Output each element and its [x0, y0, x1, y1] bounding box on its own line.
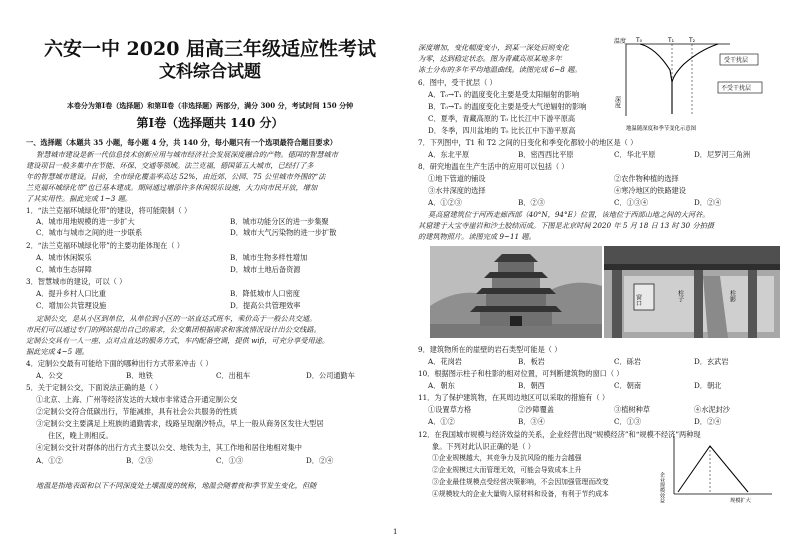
- q1-option-a: A．城市用地规模的进一步扩大: [36, 217, 135, 226]
- q11-option-a: A．①②: [428, 417, 455, 426]
- question-1: 1．“法兰克福环城绿化带”的建设，将可能限制（ ）: [26, 206, 192, 215]
- passage-1-line: 兰克福环城绿化带”也已基本建成。期间通过增添许多休闲娱乐设施，大力向市民开放，增加: [26, 183, 318, 192]
- question-9: 9．建筑物所在的崖壁的岩石类型可能是（ ）: [418, 345, 562, 354]
- exam-title: 六安一中 2020 届高三年级适应性考试: [43, 38, 377, 60]
- q10-option-c: C．朝南: [614, 381, 642, 390]
- passage-3-line: 地温是指地表面和以下不同深度处土壤温度的统称，地温会随着夜和季节发生变化，但随: [36, 481, 317, 490]
- temp-axis-label: 温度: [614, 38, 627, 45]
- q4-option-d: D．公司通勤车: [306, 371, 355, 380]
- q11-statement-3: ③植树种草: [614, 405, 650, 414]
- ground-temperature-curve-2: [672, 44, 718, 82]
- question-12-cont: 象。下列对此认识正确的是（ ）: [432, 442, 535, 451]
- q8-statement-2: ②农作物种植的选择: [614, 174, 679, 183]
- q11-option-b: B．③④: [518, 417, 545, 426]
- q5-statement-2: ②定制公交符合低碳出行，节能减排，具有社会公共服务的性质: [36, 407, 238, 416]
- q5-option-d: D．②④: [306, 456, 334, 465]
- passage-2-line: 定制公交，是从小区到单位，从单位到小区的一站直达式班车，乘价高于一般公共交通。: [36, 314, 317, 323]
- page-number: 1: [393, 528, 398, 536]
- shadow-label: 柱影: [728, 290, 736, 302]
- q6-option-c: C．夏季，青藏高原的 T₀ 比长江中下游平原高: [428, 114, 576, 123]
- column-3: [748, 270, 757, 338]
- question-11: 11．为了保护建筑物，在其周边地区可以采取的措施有（ ）: [418, 393, 610, 402]
- q6-option-a: A．T₀→T₁ 的温度变化主要是受太阳辐射的影响: [428, 90, 580, 99]
- passage-3-cont: 深度增加，变化幅度变小，到某一深处后则变化: [418, 43, 569, 52]
- q2-option-b: B．城市生物多样性增加: [230, 253, 308, 262]
- question-8: 8．研究地温在生产生活中的应用可以包括（ ）: [418, 162, 569, 171]
- column-1: [612, 270, 622, 338]
- q1-option-c: C．城市与城市之间的进一步联系: [36, 228, 143, 237]
- columns-shadow-photo: [604, 246, 780, 338]
- passage-4-line: 莫高窟建筑位于河西走廊西部（40°N，94°E）位置，该地位于西部山地之间的大河谷。: [428, 210, 710, 219]
- q8-statement-1: ①地下管道的铺设: [428, 174, 486, 183]
- question-2: 2．“法兰克福环城绿化带”的主要功能体现在（ ）: [26, 241, 184, 250]
- q9-option-d: D．玄武岩: [694, 357, 729, 366]
- q1-option-d: D．城市大气污染物的进一步扩散: [230, 228, 337, 237]
- q8-option-c: C．①③④: [614, 198, 649, 207]
- t1-label: T₁: [668, 37, 675, 44]
- q3-option-c: C．增加公共管理设施: [36, 301, 107, 310]
- figure-1-caption: 地温随深度和季节变化示意图: [626, 126, 697, 132]
- q11-statement-4: ④水泥封沙: [694, 405, 730, 414]
- mogao-building-photo: [430, 246, 602, 338]
- passage-1-line: 年的智慧城市建设。目前，全市绿化覆盖率高达 52%，由近郊、公园、75 公里城市外围的“法: [26, 172, 326, 181]
- passage-4-line: 的建筑物照片。读图完成 9~11 题。: [418, 232, 536, 241]
- question-10: 10．根据图示柱子和柱影的相对位置，可判断建筑物的窗口（ ）: [418, 369, 624, 378]
- ground: [430, 324, 602, 338]
- passage-2-line: 定制公交具有一人一座、点对点直达的服务方式，车内配备空调，提供 wifi，可充分享受用途。: [26, 336, 330, 345]
- eave-roof: [604, 246, 780, 264]
- q3-option-a: A．提升乡村人口比重: [36, 289, 106, 298]
- q5-statement-1: ①北京、上海、广州等经济发达的大城市非常适合开通定制公交: [36, 395, 238, 404]
- question-6: 6．图中，受干扰层（ ）: [418, 78, 497, 87]
- q7-option-a: A．东北平原: [428, 150, 470, 159]
- passage-2-line: 据此完成 4~5 题。: [26, 347, 89, 356]
- q11-option-d: D．②④: [694, 417, 722, 426]
- scale-benefit-figure: [660, 432, 780, 504]
- y-axis-label: 企业规模效益: [659, 472, 665, 504]
- t0-label: T₀: [636, 37, 643, 44]
- x-axis-label: 规模扩大: [730, 498, 751, 504]
- q10-option-b: B．朝西: [518, 381, 545, 390]
- q2-option-c: C．城市生态屏障: [36, 265, 92, 274]
- q5-statement-3-cont: 住区，晚上则相反。: [48, 431, 113, 440]
- q5-option-a: A．①②: [36, 456, 63, 465]
- q11-statement-2: ②沙障覆盖: [518, 405, 554, 414]
- q4-option-a: A．公交: [36, 371, 63, 380]
- benefit-curve: [678, 446, 748, 492]
- question-3: 3．智慧城市的建设，可以（ ）: [26, 277, 127, 286]
- q8-option-d: D．②④: [694, 198, 722, 207]
- q6-option-d: D．冬季，四川盆地的 T₀ 比长江中下游平原高: [428, 126, 576, 135]
- q3-option-b: B．降低城市人口密度: [230, 289, 300, 298]
- q8-statement-3: ③水井深度的选择: [428, 186, 486, 195]
- passage-1-line: 了其实用性。据此完成 1~3 题。: [26, 194, 132, 203]
- q3-option-d: D．提高公共管理效率: [230, 301, 301, 310]
- q12-statement-3: ③企业最佳规模点受经营决策影响，不会因加强管理而改变: [432, 478, 609, 486]
- exam-subtitle: 文科综合试题: [159, 62, 261, 82]
- q6-option-b: B．T₀→T₂ 的温度变化主要是受大气逆辐射的影响: [428, 102, 587, 111]
- q11-option-c: C．①③: [614, 417, 642, 426]
- passage-2-line: 市民们可以通过专门的网站提出自己的需求，公交集团根据需求和客流情况设计出公交线路。: [26, 325, 321, 334]
- section-heading: 一、选择题（本题共 35 小题，每小题 4 分，共 140 分，每小题只有一个选项最符合题目要求）: [26, 138, 337, 147]
- column-2: [694, 270, 703, 338]
- q5-option-c: C．①③: [216, 456, 244, 465]
- q8-option-b: B．②③: [518, 198, 545, 207]
- window-label: 窗口: [634, 294, 642, 306]
- passage-3-cont: 为零，达到稳定状态。图为青藏高原某地多年: [418, 54, 562, 63]
- column-label: 柱子: [676, 290, 684, 302]
- q12-statement-4: ④规模较大的企业大量购入原材料和设备，有利于节约成本: [432, 490, 609, 498]
- question-5: 5．关于定制公交，下面说法正确的是（ ）: [26, 383, 163, 392]
- q7-option-b: B．密西西比平原: [518, 150, 574, 159]
- q11-statement-1: ①设置草方格: [428, 405, 472, 414]
- q7-option-c: C．华北平原: [614, 150, 656, 159]
- undisturbed-layer-label: 不受干扰层: [721, 85, 752, 92]
- disturbed-layer-label: 受干扰层: [724, 57, 749, 64]
- q9-option-c: C．砾岩: [614, 357, 642, 366]
- question-4: 4．定制公交最有可能给下面的哪种出行方式带来冲击（ ）: [26, 359, 213, 368]
- ground-temperature-curve-1: [640, 44, 672, 114]
- q5-statement-3: ③定制公交主要满足上班族的通勤需求，线路呈现潮汐特点，早上一般从商务区发往大型居: [36, 419, 324, 428]
- passage-1-line: 建设项目一般多集中在节能、环保、交通等领域。法兰克福，德国第五大城市，已经打了多: [26, 161, 314, 170]
- q9-option-b: B．板岩: [518, 357, 545, 366]
- part-heading: 第Ⅰ卷（选择题共 140 分）: [136, 116, 284, 130]
- q9-option-a: A．花岗岩: [428, 357, 462, 366]
- q2-option-d: D．城市土地后备资源: [230, 265, 301, 274]
- ground-temperature-figure: [612, 34, 782, 134]
- exam-note: 本卷分为第Ⅰ卷（选择题）和第Ⅱ卷（非选择题）两部分，满分 300 分，考试时间 150 分钟: [66, 101, 354, 110]
- q10-option-d: D．朝北: [694, 381, 722, 390]
- q1-option-b: B．城市功能分区的进一步集聚: [230, 217, 329, 226]
- depth-axis-label: 深度: [613, 96, 621, 108]
- q5-statement-4: ④定制公交针对群体的出行方式主要以公交、地铁为主，其工作地和居住地相对集中: [36, 443, 302, 452]
- q7-option-d: D．尼罗河三角洲: [694, 150, 751, 159]
- eave-beam: [604, 264, 780, 270]
- q4-option-b: B．地铁: [126, 371, 153, 380]
- question-7: 7．下列图中，T1 和 T2 之间的日变化和季变化都较小的地区是（ ）: [418, 138, 638, 147]
- t2-label: T₂: [689, 37, 696, 44]
- passage-4-line: 其窟建于大宝寺崖岩和沙土胶结而成。下图是北京时间 2020 年 5 月 18 日 13 时 30 分拍摄: [418, 221, 714, 230]
- q12-statement-2: ②企业规模过大而管理无效，可能会导致成本上升: [432, 466, 582, 474]
- q10-option-a: A．朝东: [428, 381, 455, 390]
- passage-1-line: 智慧城市建设是新一代信息技术创新应用与城市经济社会发展深度融合的产物。德国的智慧城市: [36, 150, 338, 159]
- q4-option-c: C．出租车: [216, 371, 251, 380]
- q5-option-b: B．②③: [126, 456, 153, 465]
- q2-option-a: A．城市休闲娱乐: [36, 253, 92, 262]
- q12-statement-1: ①企业规模越大，其竞争力及抗风险的能力会越强: [432, 454, 582, 462]
- passage-3-cont: 冻土分布的多年平均地温曲线。读图完成 6~8 题。: [418, 65, 582, 74]
- question-12: 12．在我国城市规模与经济效益的关系，企业经营出现“规模经济”和“规模不经济”两种现: [418, 430, 701, 439]
- q8-statement-4: ④寒冷地区的铁路建设: [614, 186, 686, 195]
- q8-option-a: A．①②③: [428, 198, 462, 207]
